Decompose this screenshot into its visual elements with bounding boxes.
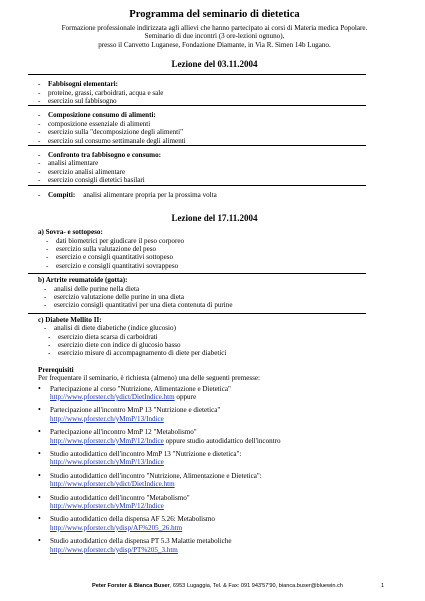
item-text: Partecipazione all'incontro MmP 13 "Nutrizione e dietetica" [50,406,221,415]
list-item: esercizio diete con indice di glucosio basso [58,340,181,349]
divider [28,74,366,75]
lesson-1-section: - Fabbisogni elementari: - proteine, grassi, carboidrati, acqua e sale - esercizio sul fabbisogno [38,80,164,106]
bullet-icon: • [38,427,41,437]
list-item: esercizio consigli quantitativi per una dieta contenuta di purine [54,301,233,310]
section-heading: Composizione consumo di alimenti: [48,111,156,120]
list-item: analisi di diete diabetiche (indice glucosio) [54,324,176,333]
item-text: Studio autodidattico dell'incontro "Nutrizione, Alimentazione e Dietetica": [50,471,262,480]
bullet-icon: • [38,470,41,480]
prerequisites [38,366,391,383]
footer-contact: , 6953 Lugaggia, Tel. & Fax: 091 943'57'90, bianca.buser@bluewin.ch [169,583,343,589]
list-item: esercizio e consigli quantitativi sottopeso [56,253,174,262]
divider [28,313,366,314]
section-heading: Confronto tra fabbisogno e consumo: [48,151,161,160]
lesson-2-section: b) Artrite reumatoide (gotta): - analisi delle purine nella dieta - esercizio valutazione delle purine in una dieta - esercizio consigli quantitativi per una dieta contenuta di purine [38,276,391,310]
list-item [38,494,391,511]
list-item: analisi delle purine nella dieta [54,284,140,293]
list-item [38,428,391,445]
list-item: esercizio analisi alimentare [48,167,126,176]
item-text: Studio autodidattico dell'incontro "Metabolismo" [50,493,190,502]
bullet-icon: • [38,383,41,393]
lesson-2-section: a) Sovra- e sottopeso: - dati biometrici per giudicare il peso corporeo - esercizio sulla valutazione del peso - esercizio e consigli quantitativi sottopeso - esercizio e consigli quantitativi sovrappeso [38,228,391,270]
link[interactable]: http://www.pforster.ch/yMmP/12/Indice [50,436,164,445]
list-item: esercizio sul fabbisogno [48,97,117,106]
list-item: esercizio sulla "decomposizione degli alimenti" [48,128,184,137]
list-item [38,515,391,532]
item-text: Partecipazione al corso "Nutrizione, Alimentazione e Dietetica" [50,384,231,393]
prerequisites-text: Per frequentare il seminario, è richiesta (almeno) una delle seguenti premesse: [38,374,260,383]
list-item [38,406,391,423]
homework-text: analisi alimentare propria per la prossima volta [83,190,217,199]
item-suffix: oppure [174,393,197,401]
list-item: esercizio consigli dietetici basilari [48,176,145,185]
homework-label: Compiti: [48,190,76,199]
bullet-icon: • [38,536,41,546]
link[interactable]: http://www.pforster.ch/yMmP/13/Indice [50,458,164,467]
list-item: dati biometrici per giudicare il peso corporeo [56,236,185,245]
link[interactable]: http://www.pforster.ch/ydict/DietIndice.htm [50,393,175,401]
list-item: esercizio dieta scarsa di carboidrati [58,332,158,341]
bullet-icon: • [38,405,41,415]
link[interactable]: http://www.pforster.ch/yMmP/12/Indice [50,502,164,511]
lesson-2-section: c) Diabete Mellito II: - analisi di diete diabetiche (indice glucosio) - esercizio dieta scarsa di carboidrati - esercizio diete con indice di glucosio basso - esercizio misure di accompagnamento di diete per diabetici [38,316,391,358]
homework: - Compiti: analisi alimentare propria per la prossima volta [38,190,217,199]
item-suffix: oppure studio autodidattico dell'incontro [163,436,281,445]
list-item [38,450,391,467]
lesson-1-section: - Confronto tra fabbisogno e consumo: - analisi alimentare - esercizio analisi alimentare - esercizio consigli dietetici basilari [38,151,161,185]
item-text: Studio autodidattico della dispensa PT 5.3 Malattie metaboliche [50,537,232,546]
section-heading: b) Artrite reumatoide (gotta): [38,276,128,285]
lesson-1-heading: Lezione del 03.11.2004 [171,59,258,70]
divider [28,105,366,106]
section-heading: Fabbisogni elementari: [48,80,118,89]
item-text: Studio autodidattico dell'incontro MmP 13 "Nutrizione e dietetica": [50,450,242,459]
page-title: Programma del seminario di dietetica [129,9,300,20]
list-item: analisi alimentare [48,159,99,168]
list-item: esercizio sulla valutazione del peso [56,244,157,253]
bullet-icon: • [38,514,41,524]
list-item: esercizio valutazione delle purine in una dieta [54,292,184,301]
lesson-2-heading: Lezione del 17.11.2004 [171,213,258,224]
link[interactable]: http://www.pforster.ch/ydisp/AF%205_26.htm [50,523,183,532]
intro-paragraph [24,24,405,49]
list-item [38,537,391,554]
page-number: 1 [381,583,385,589]
list-item [38,472,391,489]
section-heading: a) Sovra- e sottopeso: [38,228,103,237]
link[interactable]: http://www.pforster.ch/ydisp/PT%205_3.htm [50,545,178,554]
divider [28,185,366,186]
link[interactable]: http://www.pforster.ch/ydict/DietIndice.htm [50,480,175,489]
divider [28,145,366,146]
list-item: esercizio e consigli quantitativi sovrappeso [56,261,179,270]
prerequisites-heading: Prerequisiti [38,365,74,374]
divider [28,273,366,274]
bullet-icon: • [38,492,41,502]
list-item: esercizio misure di accompagnamento di diete per diabetici [58,349,227,358]
prerequisites-list [38,385,391,555]
section-heading: c) Diabete Mellito II: [38,315,102,324]
list-item: esercizio sul consumo settimanale degli alimenti [48,136,186,145]
intro-line: Formazione professionale indirizzata agli allievi che hanno partecipato ai corsi di Materia medica Popolare. [61,24,368,32]
item-text: Partecipazione all'incontro MmP 12 "Metabolismo" [50,428,197,437]
link[interactable]: http://www.pforster.ch/yMmP/13/Indice [50,414,164,423]
list-item: proteine, grassi, carboidrati, acqua e sale [48,88,164,97]
intro-line: Seminario di due incontri (3 ore-lezioni ognuno), [144,32,285,41]
list-item: composizione essenziale di alimenti [48,119,151,128]
bullet-icon: • [38,449,41,459]
intro-line: presso il Canvetto Luganese, Fondazione Diamante, in Via R. Simen 14b Lugano. [98,40,331,49]
list-item [38,385,391,402]
footer-names: Peter Forster & Bianca Buser [92,583,170,589]
lesson-1-section: - Composizione consumo di alimenti: - composizione essenziale di alimenti - esercizio sulla "decomposizione degli alimenti" - esercizio sul consumo settimanale degli alimenti [38,111,186,145]
item-text: Studio autodidattico della dispensa AF 5.26: Metabolismo [50,515,215,524]
